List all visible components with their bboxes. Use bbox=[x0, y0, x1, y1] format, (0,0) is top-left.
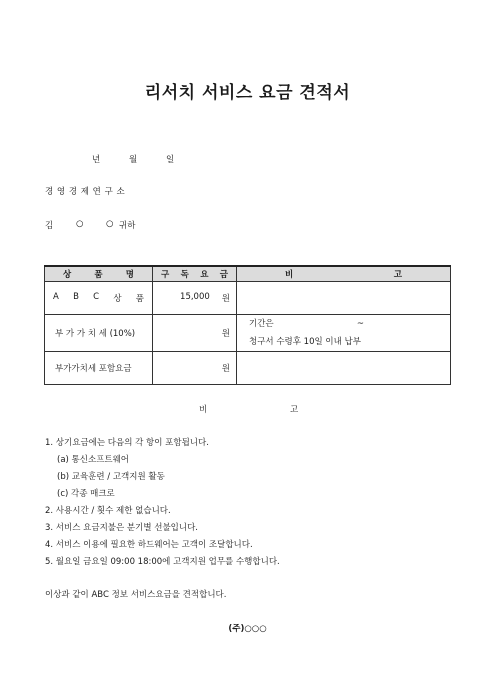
company-signature: (주)○○○ bbox=[228, 624, 267, 634]
row1-unit: 원 bbox=[221, 294, 230, 304]
row2-note-tilde: ~ bbox=[356, 319, 364, 329]
row2-amount-cell bbox=[153, 315, 237, 352]
remark-item-1b: (b) 교육훈련 / 고객지원 활동 bbox=[57, 472, 165, 482]
header-product-name: 상 품 명 bbox=[45, 266, 153, 282]
remark-item-3: 3. 서비스 요금지불은 분기별 선불입니다. bbox=[45, 523, 198, 533]
date-day-label: 일 bbox=[166, 155, 175, 165]
quote-table bbox=[44, 265, 451, 385]
row1-note bbox=[237, 282, 451, 315]
closing-statement: 이상과 같이 ABC 정보 서비스요금을 견적합니다. bbox=[45, 590, 227, 600]
remark-item-5: 5. 월요일 금요일 09:00 18:00에 고객지원 업무를 수행합니다. bbox=[45, 557, 280, 567]
remarks-heading-b: 고 bbox=[290, 405, 299, 415]
row2-unit: 원 bbox=[221, 329, 230, 339]
table-row bbox=[45, 282, 451, 315]
remark-item-4: 4. 서비스 이용에 필요한 하드웨어는 고객이 조달합니다. bbox=[45, 540, 253, 550]
row2-note-payment: 청구서 수령후 10일 이내 납부 bbox=[249, 337, 361, 347]
table-row bbox=[45, 315, 451, 352]
recipient-surname: 김 bbox=[45, 221, 54, 231]
date-year-label: 년 bbox=[92, 155, 101, 165]
table-header-row bbox=[45, 266, 451, 282]
row3-amount-cell bbox=[153, 352, 237, 385]
header-subscription-fee: 구 독 요 금 bbox=[153, 266, 237, 282]
remark-item-1a: (a) 통신소프트웨어 bbox=[57, 455, 130, 465]
remark-item-2: 2. 사용시간 / 횟수 제한 없습니다. bbox=[45, 506, 171, 516]
row1-amount-cell bbox=[153, 282, 237, 315]
row3-note bbox=[237, 352, 451, 385]
recipient-organization: 경 영 경 제 연 구 소 bbox=[45, 187, 126, 197]
header-remarks: 비 고 bbox=[237, 266, 451, 282]
table-row bbox=[45, 352, 451, 385]
remark-item-1c: (c) 각종 매크로 bbox=[57, 489, 115, 499]
remark-item-1: 1. 상기요금에는 다음의 각 항이 포함됩니다. bbox=[45, 438, 209, 448]
recipient-honorific: 귀하 bbox=[119, 221, 136, 231]
row2-note bbox=[237, 315, 451, 352]
row1-item: A B C 상 품 bbox=[45, 282, 153, 315]
date-month-label: 월 bbox=[129, 155, 138, 165]
remarks-heading-a: 비 bbox=[199, 405, 208, 415]
row1-amount: 15,000 bbox=[180, 292, 210, 302]
document-title: 리서치 서비스 요금 견적서 bbox=[144, 83, 351, 103]
recipient-mark-2: ○ bbox=[106, 219, 114, 229]
row3-item: 부가가치세 포함요금 bbox=[45, 352, 153, 385]
recipient-mark-1: ○ bbox=[76, 219, 84, 229]
row2-item: 부 가 가 치 세 (10%) bbox=[45, 315, 153, 352]
row3-unit: 원 bbox=[221, 364, 230, 374]
row2-note-period: 기간은 bbox=[249, 319, 274, 329]
